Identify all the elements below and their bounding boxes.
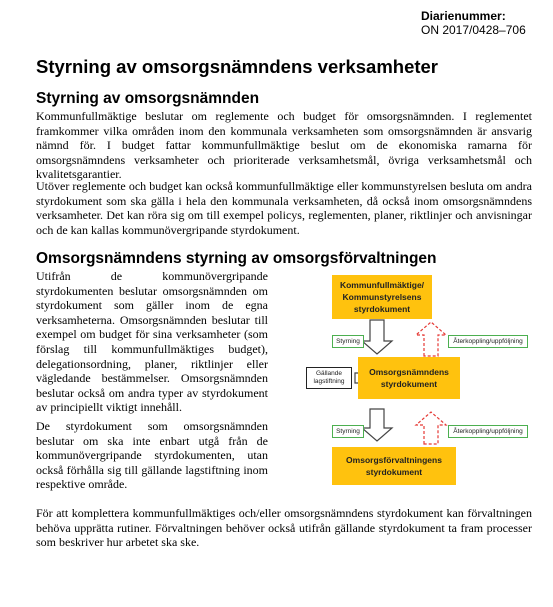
law-box: Gällande lagstiftning xyxy=(306,367,352,389)
section1-heading: Styrning av omsorgsnämnden xyxy=(36,90,260,107)
diarienummer-label: Diarienummer: xyxy=(421,9,506,23)
box-kommunfullmaktige: Kommunfullmäktige/ Kommunstyrelsens styrdokument xyxy=(332,275,432,319)
styrning-label-2: Styrning xyxy=(332,425,364,438)
section2-paragraph-1: Utifrån de kommunövergripande styrdokumenten beslutar omsorgsnämnden om styrdokument som gäller inom de egna verksamheterna. Omsorgsnämnden beslutar till exempel om budget för sina verksamheter (som förslag till kommunfullmäktiges budget), delegationsordning, planer, riktlinjer eller vägledande bestämmelser. Omsorgsnämnden beslutar också om andra typer av styrdokument av principiellt viktigt innehåll. xyxy=(36,269,268,415)
governance-diagram xyxy=(300,268,540,488)
section2-paragraph-3: För att komplettera kommunfullmäktiges och/eller omsorgsnämndens styrdokument kan förvaltningen behöva upprätta rutiner. Förvaltningen behöver också utifrån gällande styrdokument ta fram processer som beskriver hur arbetet ska ske. xyxy=(36,506,532,550)
feedback-label-1: Återkoppling/uppföljning xyxy=(448,335,528,348)
styrning-label-1: Styrning xyxy=(332,335,364,348)
feedback-label-2: Återkoppling/uppföljning xyxy=(448,425,528,438)
document-header xyxy=(421,9,526,37)
down-arrow-icon xyxy=(362,320,392,354)
section1-paragraph-1: Kommunfullmäktige beslutar om reglemente och budget för omsorgsnämnden. I reglementet framkommer vilka områden inom den kommunala verksamheten som omsorgsnämnden är ansvarig nämnd för. I budget fattar kommunfullmäktige beslut om de ekonomiska ramarna för omsorgsnämndens verksamheter och prioriterade verksamhetsmål, övriga verksamhetsmål och kvalitetsgarantier. xyxy=(36,109,532,182)
diarienummer-value: ON 2017/0428–706 xyxy=(421,23,526,37)
down-arrow-icon xyxy=(362,409,392,441)
section2-paragraph-2: De styrdokument som omsorgsnämnden beslutar om ska inte enbart utgå från de kommunövergripande styrdokumenten, utan också förhålla sig till gällande lagstiftning inom respektive område. xyxy=(36,419,268,492)
box-omsorgsforvaltningen: Omsorgsförvaltningens styrdokument xyxy=(332,447,456,485)
up-arrow-icon xyxy=(416,322,446,356)
page-title: Styrning av omsorgsnämndens verksamheter xyxy=(36,56,439,77)
section1-paragraph-2: Utöver reglemente och budget kan också kommunfullmäktige eller kommunstyrelsen besluta om andra styrdokument som ska gälla i hela den kommunala verksamheten, då också inom omsorgsnämndens verksamheter. Det kan röra sig om till exempel policys, reglementen, planer, riktlinjer och anvisningar och de kan kallas kommunövergripande styrdokument. xyxy=(36,179,532,237)
up-arrow-icon xyxy=(416,412,446,444)
section2-heading: Omsorgsnämndens styrning av omsorgsförvaltningen xyxy=(36,250,437,267)
box-omsorgsnamnden: Omsorgsnämndens styrdokument xyxy=(358,357,460,399)
